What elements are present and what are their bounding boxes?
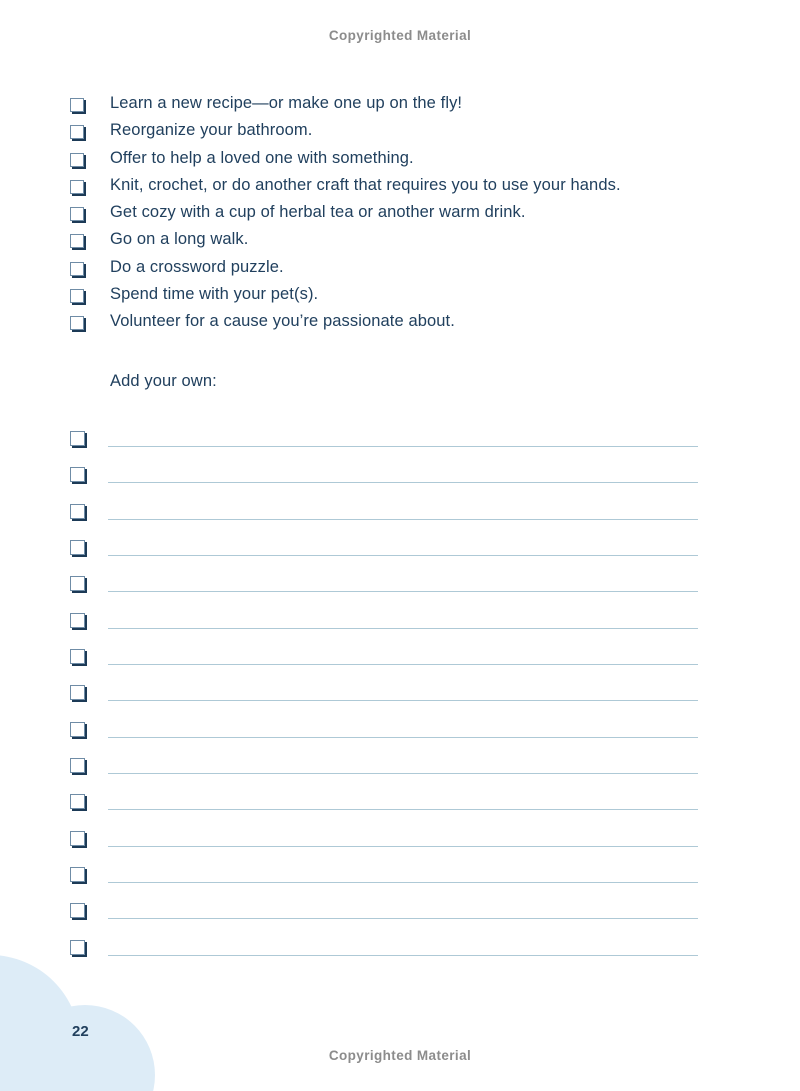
write-in-row	[70, 903, 730, 939]
copyright-notice-bottom: Copyrighted Material	[328, 1048, 472, 1063]
checkbox-icon[interactable]	[70, 316, 84, 330]
write-in-row	[70, 722, 730, 758]
write-in-row	[70, 431, 730, 467]
write-in-line[interactable]	[108, 686, 698, 701]
checkbox-icon[interactable]	[70, 649, 85, 664]
checkbox-icon[interactable]	[70, 234, 84, 248]
write-in-line[interactable]	[108, 904, 698, 919]
checkbox-icon[interactable]	[70, 289, 84, 303]
write-in-rows	[70, 431, 730, 976]
checkbox-icon[interactable]	[70, 613, 85, 628]
write-in-row	[70, 576, 730, 612]
write-in-line[interactable]	[108, 759, 698, 774]
write-in-row	[70, 758, 730, 794]
write-in-line[interactable]	[108, 650, 698, 665]
checkbox-icon[interactable]	[70, 831, 85, 846]
write-in-line[interactable]	[108, 614, 698, 629]
checkbox-icon[interactable]	[70, 207, 84, 221]
write-in-row	[70, 467, 730, 503]
checklist-item	[70, 258, 740, 285]
checkbox-icon[interactable]	[70, 576, 85, 591]
write-in-line[interactable]	[108, 723, 698, 738]
write-in-line[interactable]	[108, 868, 698, 883]
checklist-item-label: Knit, crochet, or do another craft that requires you to use your hands.	[110, 175, 621, 194]
checkbox-icon[interactable]	[70, 903, 85, 918]
write-in-row	[70, 685, 730, 721]
checkbox-icon[interactable]	[70, 153, 84, 167]
checklist-item-label: Reorganize your bathroom.	[110, 121, 313, 140]
add-your-own-label: Add your own:	[110, 372, 217, 390]
write-in-line[interactable]	[108, 468, 698, 483]
checkbox-icon[interactable]	[70, 685, 85, 700]
suggestion-checklist	[70, 94, 740, 340]
checkbox-icon[interactable]	[70, 758, 85, 773]
checklist-item	[70, 176, 740, 203]
write-in-row	[70, 831, 730, 867]
checklist-item-label: Go on a long walk.	[110, 230, 249, 249]
write-in-line[interactable]	[108, 432, 698, 447]
checklist-item	[70, 149, 740, 176]
write-in-row	[70, 794, 730, 830]
checkbox-icon[interactable]	[70, 504, 85, 519]
cloud-decoration-icon	[0, 951, 200, 1091]
checklist-item-label: Offer to help a loved one with something.	[110, 148, 414, 167]
checklist-item-label: Spend time with your pet(s).	[110, 285, 319, 304]
checkbox-icon[interactable]	[70, 467, 85, 482]
checkbox-icon[interactable]	[70, 722, 85, 737]
write-in-row	[70, 613, 730, 649]
write-in-row	[70, 504, 730, 540]
checklist-item	[70, 230, 740, 257]
checkbox-icon[interactable]	[70, 180, 84, 194]
checkbox-icon[interactable]	[70, 262, 84, 276]
checklist-item	[70, 312, 740, 339]
write-in-line[interactable]	[108, 541, 698, 556]
checkbox-icon[interactable]	[70, 98, 84, 112]
checklist-item	[70, 121, 740, 148]
checkbox-icon[interactable]	[70, 794, 85, 809]
write-in-line[interactable]	[108, 505, 698, 520]
checklist-item-label: Learn a new recipe—or make one up on the fly!	[110, 94, 463, 112]
write-in-row	[70, 649, 730, 685]
checkbox-icon[interactable]	[70, 431, 85, 446]
checklist-item	[70, 285, 740, 312]
write-in-line[interactable]	[108, 832, 698, 847]
checkbox-icon[interactable]	[70, 125, 84, 139]
copyright-notice-top: Copyrighted Material	[328, 28, 472, 43]
checklist-item-label: Do a crossword puzzle.	[110, 257, 284, 276]
page-number: 22	[72, 1023, 89, 1040]
checklist-item-label: Volunteer for a cause you’re passionate about.	[110, 312, 455, 331]
write-in-row	[70, 540, 730, 576]
checkbox-icon[interactable]	[70, 540, 85, 555]
checkbox-icon[interactable]	[70, 867, 85, 882]
write-in-line[interactable]	[108, 577, 698, 592]
checklist-item	[70, 94, 740, 121]
write-in-line[interactable]	[108, 795, 698, 810]
write-in-row	[70, 867, 730, 903]
checklist-item-label: Get cozy with a cup of herbal tea or another warm drink.	[110, 203, 526, 222]
checklist-item	[70, 203, 740, 230]
